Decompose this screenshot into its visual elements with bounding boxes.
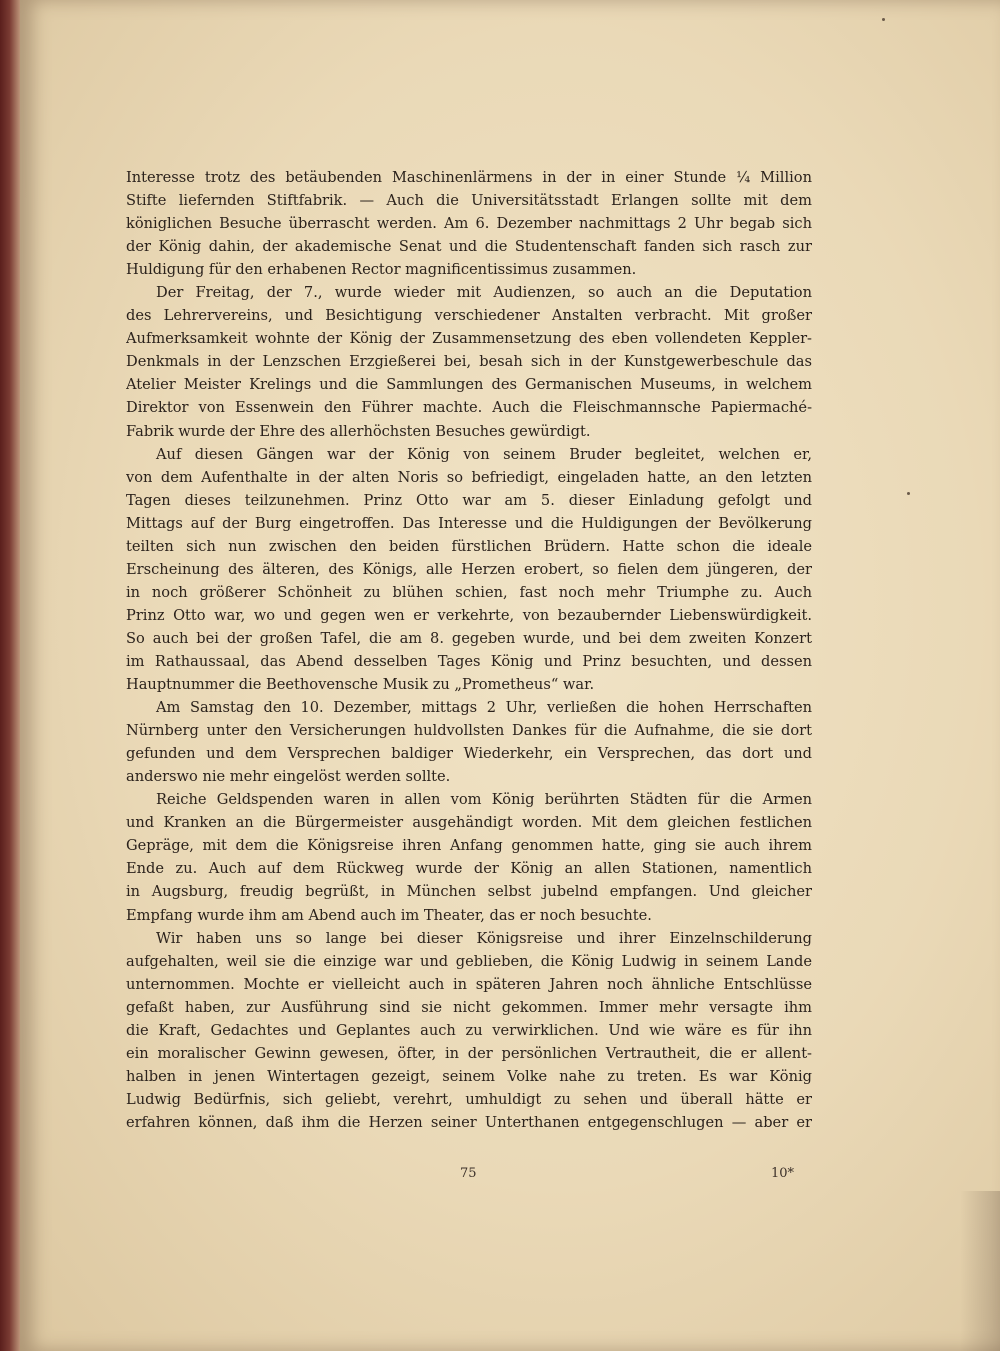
text-line: aufgehalten, weil sie die einzige war und geblieben, die König Ludwig in seinem Lande	[126, 952, 812, 970]
text-line: in Augsburg, freudig begrüßt, in München selbst jubelnd empfangen. Und gleicher	[126, 883, 812, 901]
text-line: Ende zu. Auch auf dem Rückweg wurde der König an allen Stationen, namentlich	[126, 860, 812, 878]
text-line: Denkmals in der Lenzschen Erzgießerei bei, besah sich in der Kunstgewerbeschule das	[126, 353, 812, 371]
text-line: und Kranken an die Bürgermeister ausgehändigt worden. Mit dem gleichen festlichen	[126, 814, 812, 832]
text-line: Nürnberg unter den Versicherungen huldvollsten Dankes für die Aufnahme, die sie dort	[126, 722, 812, 740]
text-line: Fabrik wurde der Ehre des allerhöchsten Besuches gewürdigt.	[126, 422, 591, 440]
text-line: Huldigung für den erhabenen Rector magnificentissimus zusammen.	[126, 261, 637, 279]
text-line: So auch bei der großen Tafel, die am 8. gegeben wurde, und bei dem zweiten Konzert	[126, 629, 812, 647]
page-number: 75	[460, 1166, 477, 1181]
text-line: Auf diesen Gängen war der König von seinem Bruder begleitet, welchen er,	[156, 445, 812, 463]
text-line: Hauptnummer die Beethovensche Musik zu „Prometheus“ war.	[126, 676, 595, 694]
text-line: teilten sich nun zwischen den beiden fürstlichen Brüdern. Hatte schon die ideale	[126, 537, 812, 555]
text-line: Erscheinung des älteren, des Königs, alle Herzen erobert, so fielen dem jüngeren, der	[126, 560, 812, 578]
text-line: Der Freitag, der 7., wurde wieder mit Audienzen, so auch an die Deputation	[156, 284, 812, 302]
text-line: des Lehrervereins, und Besichtigung verschiedener Anstalten verbracht. Mit großer	[126, 307, 812, 325]
text-line: Aufmerksamkeit wohnte der König der Zusammensetzung des eben vollendeten Keppler-	[126, 330, 812, 348]
text-line: Atelier Meister Krelings und die Sammlungen des Germanischen Museums, in welchem	[126, 376, 812, 394]
text-line: Reiche Geldspenden waren in allen vom König berührten Städten für die Armen	[156, 791, 812, 809]
text-line: erfahren können, daß ihm die Herzen seiner Unterthanen entgegenschlugen — aber er	[126, 1113, 812, 1131]
text-line: Am Samstag den 10. Dezember, mittags 2 Uhr, verließen die hohen Herrschaften	[156, 699, 812, 717]
text-line: halben in jenen Wintertagen gezeigt, seinem Volke nahe zu treten. Es war König	[126, 1067, 812, 1085]
text-line: ein moralischer Gewinn gewesen, öfter, in der persönlichen Vertrautheit, die er allent-	[126, 1044, 812, 1062]
text-line: Ludwig Bedürfnis, sich geliebt, verehrt, umhuldigt zu sehen und überall hätte er	[126, 1090, 812, 1108]
body-text	[126, 166, 812, 1134]
text-line: Wir haben uns so lange bei dieser Königsreise und ihrer Einzelnschilderung	[156, 929, 812, 947]
text-line: königlichen Besuche überrascht werden. Am 6. Dezember nachmittags 2 Uhr begab sich	[126, 215, 812, 233]
text-line: die Kraft, Gedachtes und Geplantes auch zu verwirklichen. Und wie wäre es für ihn	[126, 1021, 812, 1039]
signature-mark: 10*	[771, 1166, 795, 1181]
text-line: in noch größerer Schönheit zu blühen schien, fast noch mehr Triumphe zu. Auch	[126, 583, 812, 601]
text-line: Prinz Otto war, wo und gegen wen er verkehrte, von bezaubernder Liebenswürdigkeit.	[126, 606, 812, 624]
text-line: Gepräge, mit dem die Königsreise ihren Anfang genommen hatte, ging sie auch ihrem	[126, 837, 812, 855]
text-line: Stifte liefernden Stiftfabrik. — Auch die Universitätsstadt Erlangen sollte mit dem	[126, 192, 812, 210]
text-line: Interesse trotz des betäubenden Maschinenlärmens in der in einer Stunde ¼ Million	[126, 169, 812, 186]
text-line: von dem Aufenthalte in der alten Noris so befriedigt, eingeladen hatte, an den letzten	[126, 468, 812, 486]
text-line: anderswo nie mehr eingelöst werden sollte.	[126, 768, 451, 786]
page-corner-shadow	[960, 1191, 1000, 1351]
paper-speck	[882, 18, 885, 21]
text-line: Mittags auf der Burg eingetroffen. Das Interesse und die Huldigungen der Bevölkerung	[126, 514, 812, 532]
text-line: im Rathaussaal, das Abend desselben Tages König und Prinz besuchten, und dessen	[126, 652, 812, 670]
text-line: Empfang wurde ihm am Abend auch im Theater, das er noch besuchte.	[126, 906, 652, 924]
text-line: Tagen dieses teilzunehmen. Prinz Otto war am 5. dieser Einladung gefolgt und	[126, 491, 812, 509]
text-line: Direktor von Essenwein den Führer machte. Auch die Fleischmannsche Papiermaché-	[126, 399, 812, 417]
paper-speck	[907, 492, 910, 495]
text-line: gefunden und dem Versprechen baldiger Wiederkehr, ein Versprechen, das dort und	[126, 745, 812, 763]
text-line: unternommen. Mochte er vielleicht auch in späteren Jahren noch ähnliche Entschlüsse	[126, 975, 812, 993]
text-line: der König dahin, der akademische Senat und die Studentenschaft fanden sich rasch zur	[126, 238, 812, 256]
text-line: gefaßt haben, zur Ausführung sind sie nicht gekommen. Immer mehr versagte ihm	[126, 998, 812, 1016]
